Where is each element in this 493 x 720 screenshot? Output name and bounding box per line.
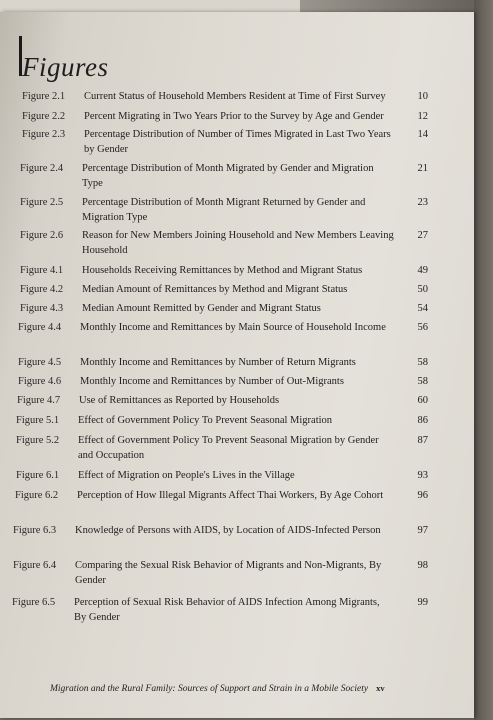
figure-page-number: 10 xyxy=(417,91,428,102)
footer-page-number: xv xyxy=(376,683,385,693)
figure-label: Figure 4.2 xyxy=(20,284,64,295)
figure-title: Percentage Distribution of Month Migrated by Gender and Migration Type xyxy=(82,163,374,189)
figure-label: Figure 2.1 xyxy=(22,91,66,102)
figure-title: Percentage Distribution of Number of Times Migrated in Last Two Years by Gender xyxy=(84,129,391,155)
figure-entry xyxy=(16,414,438,429)
figure-page-number: 98 xyxy=(417,560,428,571)
book-page xyxy=(0,12,474,718)
figure-entry xyxy=(22,90,438,105)
figure-title: Median Amount Remitted by Gender and Migrant Status xyxy=(82,303,321,314)
figure-label: Figure 4.4 xyxy=(18,322,62,333)
figure-page-number: 86 xyxy=(417,415,428,426)
figure-entry xyxy=(16,434,438,463)
figure-title: Use of Remittances as Reported by Households xyxy=(79,395,280,406)
figure-label: Figure 4.1 xyxy=(20,265,64,276)
figure-label: Figure 4.5 xyxy=(18,357,62,368)
figure-entry xyxy=(18,321,438,336)
figure-label: Figure 2.5 xyxy=(20,197,64,208)
figure-page-number: 54 xyxy=(417,303,428,314)
figure-title: Current Status of Household Members Resident at Time of First Survey xyxy=(84,91,386,102)
figure-label: Figure 2.2 xyxy=(22,111,66,122)
figure-page-number: 93 xyxy=(417,470,428,481)
figure-page-number: 58 xyxy=(417,357,428,368)
figure-title: Effect of Government Policy To Prevent Seasonal Migration by Gender and Occupation xyxy=(78,435,379,461)
figure-page-number: 12 xyxy=(417,111,428,122)
figure-page-number: 23 xyxy=(417,197,428,208)
figure-page-number: 96 xyxy=(417,490,428,501)
figure-label: Figure 2.6 xyxy=(20,230,64,241)
figure-title: Comparing the Sexual Risk Behavior of Migrants and Non-Migrants, By Gender xyxy=(75,560,382,586)
figure-label: Figure 6.1 xyxy=(16,470,60,481)
figure-entry xyxy=(22,128,438,157)
figure-title: Reason for New Members Joining Household and New Members Leaving Household xyxy=(82,230,394,256)
figure-page-number: 87 xyxy=(417,435,428,446)
figure-title: Percentage Distribution of Month Migrant Returned by Gender and Migration Type xyxy=(82,197,366,223)
figure-page-number: 49 xyxy=(417,265,428,276)
figure-title: Monthly Income and Remittances by Number of Out-Migrants xyxy=(80,376,344,387)
figure-entry xyxy=(20,283,438,298)
figure-page-number: 21 xyxy=(417,163,428,174)
figure-entry xyxy=(13,559,438,588)
figure-page-number: 56 xyxy=(417,322,428,333)
figure-entry xyxy=(18,375,438,390)
figure-title: Monthly Income and Remittances by Main Source of Household Income xyxy=(80,322,386,333)
figure-label: Figure 2.4 xyxy=(20,163,64,174)
figure-title: Percent Migrating in Two Years Prior to the Survey by Age and Gender xyxy=(84,111,384,122)
figure-entry xyxy=(12,596,438,625)
figure-entry xyxy=(20,302,438,317)
figure-label: Figure 4.6 xyxy=(18,376,62,387)
figure-page-number: 58 xyxy=(417,376,428,387)
figure-title: Effect of Government Policy To Prevent Seasonal Migration xyxy=(78,415,333,426)
footer-book-title: Migration and the Rural Family: Sources of Support and Strain in a Mobile Society xyxy=(50,684,369,694)
figure-entry xyxy=(20,264,438,279)
page-edge xyxy=(474,0,493,720)
figure-entry xyxy=(20,162,438,191)
figure-entry xyxy=(20,229,438,258)
figure-label: Figure 6.3 xyxy=(13,525,57,536)
figure-entry xyxy=(16,469,438,484)
figure-list xyxy=(0,12,474,718)
figure-title: Perception of How Illegal Migrants Affect Thai Workers, By Age Cohort xyxy=(77,490,384,501)
figure-title: Households Receiving Remittances by Method and Migrant Status xyxy=(82,265,363,276)
figure-page-number: 50 xyxy=(417,284,428,295)
figure-entry xyxy=(22,110,438,125)
figure-label: Figure 6.4 xyxy=(13,560,57,571)
figure-label: Figure 2.3 xyxy=(22,129,66,140)
figure-title: Knowledge of Persons with AIDS, by Location of AIDS-Infected Person xyxy=(75,525,381,536)
figure-label: Figure 4.7 xyxy=(17,395,61,406)
figure-entry xyxy=(13,524,438,539)
figure-entry xyxy=(15,489,438,504)
figure-label: Figure 6.2 xyxy=(15,490,59,501)
figure-page-number: 27 xyxy=(417,230,428,241)
figure-page-number: 99 xyxy=(417,597,428,608)
figure-label: Figure 6.5 xyxy=(12,597,56,608)
figure-title: Perception of Sexual Risk Behavior of AIDS Infection Among Migrants, By Gender xyxy=(74,597,380,623)
figure-label: Figure 5.1 xyxy=(16,415,60,426)
figure-title: Monthly Income and Remittances by Number of Return Migrants xyxy=(80,357,356,368)
figure-label: Figure 5.2 xyxy=(16,435,60,446)
figure-entry xyxy=(18,356,438,371)
figure-label: Figure 4.3 xyxy=(20,303,64,314)
figure-entry xyxy=(20,196,438,225)
running-footer xyxy=(50,683,435,694)
figure-title: Effect of Migration on People's Lives in the Village xyxy=(78,470,295,481)
figure-page-number: 14 xyxy=(417,129,428,140)
figure-entry xyxy=(17,394,438,409)
figure-page-number: 60 xyxy=(417,395,428,406)
page-title: Figures xyxy=(22,52,109,82)
figure-title: Median Amount of Remittances by Method and Migrant Status xyxy=(82,284,348,295)
figure-page-number: 97 xyxy=(417,525,428,536)
